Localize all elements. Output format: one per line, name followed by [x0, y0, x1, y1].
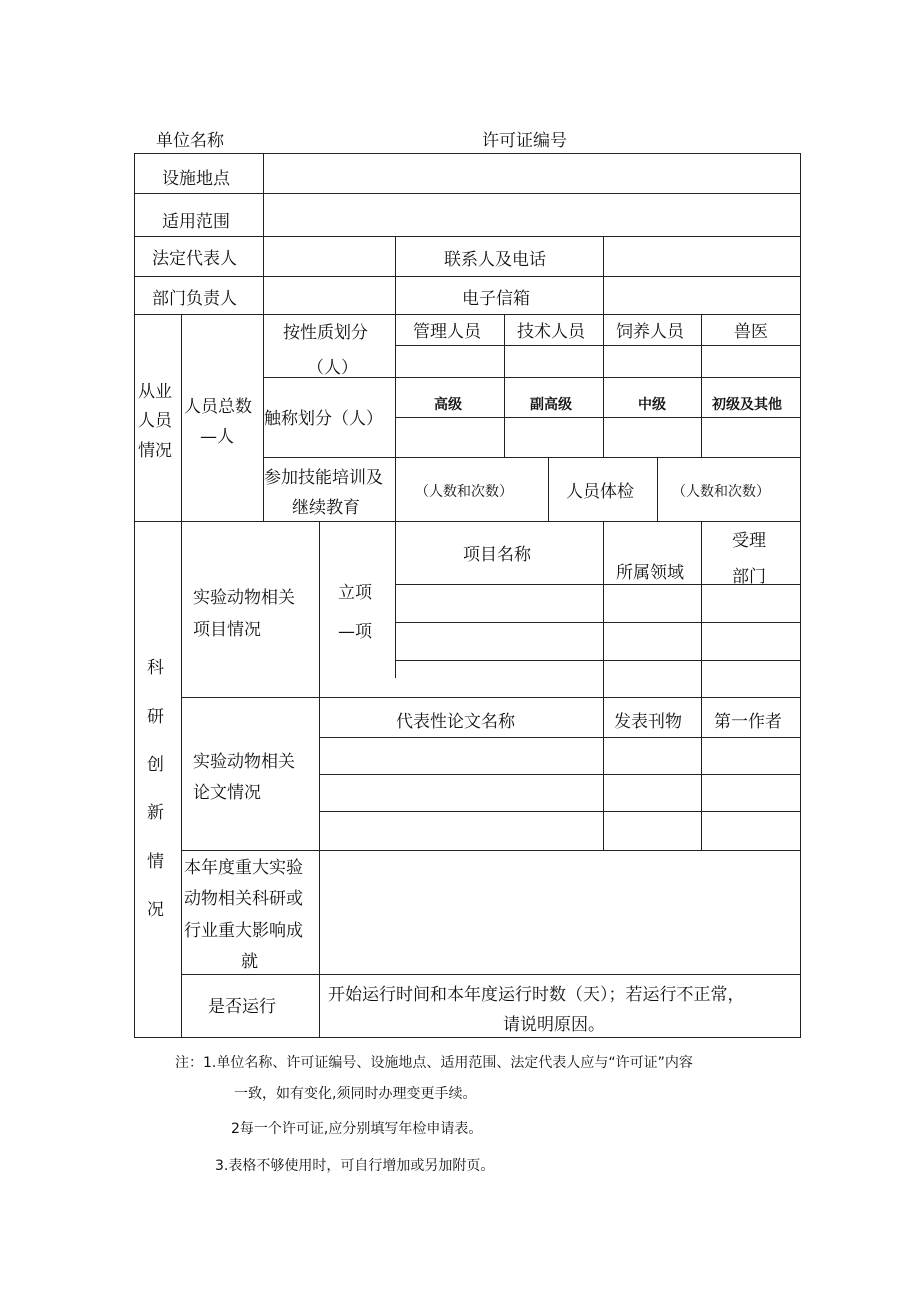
rule	[181, 974, 801, 975]
achievement-label: 行业重大影响成	[184, 921, 303, 941]
staff-section-label: 从业	[138, 382, 172, 402]
rule	[701, 521, 702, 697]
research-section-char: 新	[147, 803, 164, 823]
rule	[603, 697, 604, 850]
training-label: 继续教育	[292, 498, 360, 518]
staff-section-label: 情况	[138, 441, 172, 461]
training-value: （人数和次数）	[415, 484, 513, 500]
col-paper-title: 代表性论文名称	[396, 712, 515, 732]
rule	[395, 417, 801, 418]
running-description: 开始运行时间和本年度运行时数（天）；若运行不正常，	[328, 985, 745, 1005]
license-number-label: 许可证编号	[482, 131, 567, 151]
rule	[395, 345, 801, 346]
research-section-char: 情	[147, 852, 164, 872]
rule	[701, 697, 702, 850]
rule	[657, 457, 658, 521]
rule	[603, 236, 604, 314]
rule	[548, 457, 549, 521]
col-veterinarian: 兽医	[734, 322, 768, 342]
rule	[603, 521, 604, 697]
rule	[181, 850, 801, 851]
research-section-char: 创	[147, 755, 164, 775]
total-staff-label: 人员总数	[184, 397, 252, 417]
col-breeding: 饲养人员	[616, 322, 684, 342]
contact-phone-label: 联系人及电话	[444, 250, 546, 270]
unit-name-label: 单位名称	[156, 131, 224, 151]
rule	[603, 314, 604, 457]
col-field: 所属领域	[616, 563, 684, 583]
note-2: 2每一个许可证,应分别填写年检申请表。	[231, 1121, 483, 1137]
physical-exam-label: 人员体检	[566, 482, 634, 502]
rule	[134, 1037, 801, 1038]
achievement-label: 动物相关科研或	[184, 889, 303, 909]
scope-label: 适用范围	[162, 212, 230, 232]
col-intermediate: 中级	[638, 397, 666, 413]
rule	[181, 314, 182, 1038]
col-technical: 技术人员	[517, 322, 585, 342]
rule	[134, 276, 801, 277]
rule	[395, 314, 396, 678]
col-first-author: 第一作者	[714, 712, 782, 732]
rule	[319, 774, 801, 775]
col-senior: 高级	[434, 397, 462, 413]
rule	[263, 457, 801, 458]
email-label: 电子信箱	[462, 289, 530, 309]
rule	[263, 153, 264, 314]
col-junior-other: 初级及其他	[712, 397, 782, 413]
by-nature-label: 按性质划分	[283, 323, 368, 343]
col-accepting-dept: 受理	[732, 531, 766, 551]
by-title-label: 触称划分（人）	[264, 409, 383, 429]
note-1: 注：1.单位名称、许可证编号、设施地点、适用范围、法定代表人应与“许可证”内容	[175, 1055, 693, 1071]
rule	[800, 153, 801, 1038]
papers-label: 论文情况	[193, 783, 261, 803]
rule	[395, 622, 801, 623]
note-3: 3.表格不够使用时，可自行增加或另加附页。	[215, 1158, 495, 1174]
rule	[134, 153, 135, 1038]
rule	[319, 521, 320, 1038]
rule	[134, 193, 801, 194]
col-accepting-dept: 部门	[732, 567, 766, 587]
research-section-char: 科	[147, 658, 164, 678]
rule	[701, 314, 702, 457]
rule	[395, 236, 396, 314]
by-nature-unit: （人）	[307, 358, 358, 378]
approved-count: —项	[338, 622, 372, 642]
col-journal: 发表刊物	[614, 712, 682, 732]
note-1-cont: 一致，如有变化,须同时办理变更手续。	[234, 1086, 477, 1102]
research-section-char: 况	[147, 900, 164, 920]
rule	[134, 236, 801, 237]
papers-label: 实验动物相关	[193, 752, 295, 772]
achievement-label: 就	[241, 952, 258, 972]
physical-exam-value: （人数和次数）	[672, 484, 770, 500]
rule	[319, 737, 801, 738]
running-description: 请说明原因。	[503, 1015, 605, 1035]
dept-head-label: 部门负责人	[152, 289, 237, 309]
rule	[504, 314, 505, 457]
projects-label: 实验动物相关	[193, 588, 295, 608]
staff-section-label: 人员	[138, 411, 172, 431]
rule	[395, 660, 801, 661]
col-management: 管理人员	[413, 322, 481, 342]
projects-label: 项目情况	[193, 620, 261, 640]
achievement-label: 本年度重大实验	[184, 858, 303, 878]
research-section-char: 研	[147, 707, 164, 727]
rule	[134, 153, 801, 154]
running-label: 是否运行	[208, 997, 276, 1017]
col-associate-senior: 副高级	[530, 397, 572, 413]
training-label: 参加技能培训及	[264, 468, 383, 488]
facility-location-label: 设施地点	[162, 169, 230, 189]
total-staff-count: —人	[200, 427, 234, 447]
legal-rep-label: 法定代表人	[152, 249, 237, 269]
rule	[181, 697, 801, 698]
approved-label: 立项	[338, 583, 372, 603]
rule	[319, 811, 801, 812]
col-project-name: 项目名称	[463, 545, 531, 565]
